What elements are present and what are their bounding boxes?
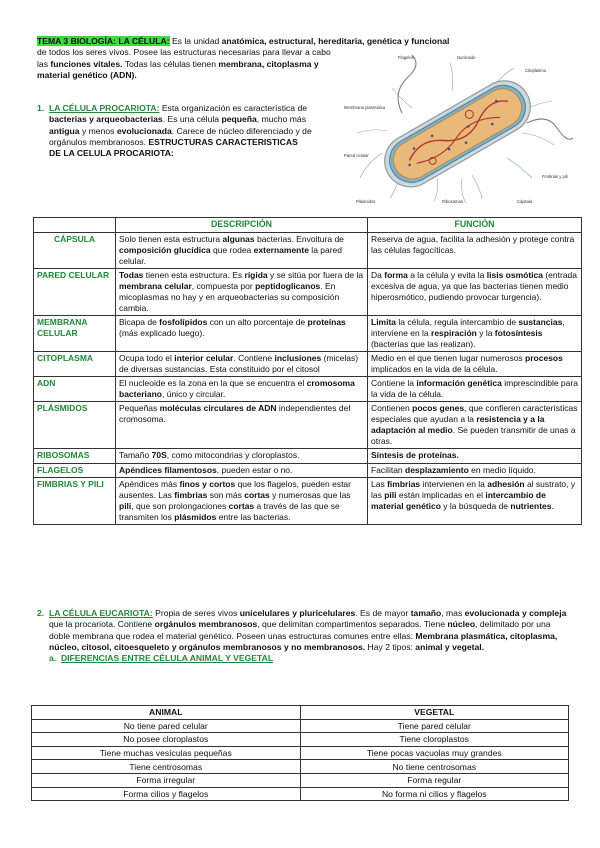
section-eucariota: 2. LA CÉLULA EUCARIOTA: Propia de seres vivos unicelulares y pluricelulares. Es de mayor tamaño, mas evolucionada y compleja que la procariota. Contiene orgánulos membranosos, que delimitan compartimentos separados. Tiene núcleo, delimitado por una doble membrana que rodea el material genético. Poseen unas estructuras comunes entre ellas: Membrana plasmática, citoplasma, núcleo, citosol, citoesqueleto y orgánulos membranosos y no membranosos. Hay 2 tipos: animal y vegetal. a. DIFERENCIAS ENTRE CÉLULA ANIMAL Y VEGETAL	[37, 608, 569, 665]
section-procariota: 1. LA CÉLULA PROCARIOTA: Esta organización es característica de bacterias y arqueobacterias. Es una célula pequeña, mucho más antigua y menos evolucionada. Carece de núcleo diferenciado y de orgánulos membranosos. ESTRUCTURAS CARACTERISTICAS DE LA CELULA PROCARIOTA:	[37, 103, 312, 159]
table-row	[32, 773, 569, 787]
section-heading: LA CÉLULA EUCARIOTA:	[49, 608, 153, 618]
table-header-row	[34, 218, 582, 233]
table-row	[32, 733, 569, 747]
prokaryotic-cell-illustration	[342, 53, 574, 205]
table-row	[32, 746, 569, 760]
table-row	[32, 760, 569, 774]
animal-cell: Forma cilios y flagelos	[32, 787, 301, 801]
table-row	[32, 719, 569, 733]
intro-paragraph: TEMA 3 BIOLOGÍA: LA CÉLULA: Es la unidad anatómica, estructural, hereditaria, genética y funcional de todos los seres vivos. Posee las estructuras necesarias para llevar a cabo las funciones vitales. Todas las células tienen membrana, citoplasma y material genético (ADN).	[37, 36, 450, 81]
vegetal-cell: Tiene cloroplastos	[300, 733, 569, 747]
table-row-pared: PARED CELULAR Todas tienen esta estructura. Es rígida y se sitúa por fuera de la membrana celular, compuesta por peptidoglicanos. En micoplasmas no hay y en arqueobacterias su composición cambia. Da forma a la célula y evita la lisis osmótica (entrada excesiva de agua, ya que las bacterias tienen medio hiperosmótico, pudiendo provocar turgencia).	[34, 268, 582, 315]
vegetal-cell: Tiene pocas vacuolas muy grandes	[300, 746, 569, 760]
label-capsula: Cápsula	[517, 199, 533, 204]
animal-cell: No posee cloroplastos	[32, 733, 301, 747]
section-number: 2.	[37, 608, 45, 618]
label-plasmidos: Plásmidos	[356, 199, 376, 204]
table-row-ribosomas: RIBOSOMAS Tamaño 70S, como mitocondrias y cloroplastos. Síntesis de proteínas.	[34, 449, 582, 463]
table-row-flagelos: FLAGELOS Apéndices filamentosos, pueden estar o no. Facilitan desplazamiento en medio líquido.	[34, 463, 582, 477]
table-row-citoplasma: CITOPLASMA Ocupa todo el interior celular. Contiene inclusiones (micelas) de diversas sustancias. Esta constituido por el citosol Medio en el que tienen lugar numerosos procesos implicados en la vida de la célula.	[34, 352, 582, 377]
cell-body	[375, 71, 540, 196]
table-row-plasmidos: PLÁSMIDOS Pequeñas moléculas circulares de ADN independientes del cromosoma. Contienen pocos genes, que confieren características especiales que ayudan a la resistencia y a la adaptación al medio. Se pueden transmitir de unas a otras.	[34, 402, 582, 449]
animal-cell: Forma irregular	[32, 773, 301, 787]
vegetal-cell: No forma ni cilios y flagelos	[300, 787, 569, 801]
label-flagelos: Flagelos	[398, 55, 414, 60]
animal-cell: Tiene muchas vesículas pequeñas	[32, 746, 301, 760]
table-row-capsula: CÁPSULA Solo tienen esta estructura algunas bacterias. Envoltura de composición glucídica que rodea externamente la pared celular. Reserva de agua, facilita la adhesión y protege contra las células fagocíticas.	[34, 232, 582, 268]
procariota-structures-table	[33, 217, 582, 525]
animal-cell: Tiene centrosomas	[32, 760, 301, 774]
section-number: 1.	[37, 103, 45, 113]
label-citoplasma: Citoplasma	[525, 68, 546, 73]
animal-cell: No tiene pared celular	[32, 719, 301, 733]
vegetal-cell: No tiene centrosomas	[300, 760, 569, 774]
table-row-membrana: MEMBRANA CELULAR Bicapa de fosfolípidos con un alto porcentaje de proteínas (más explicado luego). Limita la célula, regula intercambio de sustancias, interviene en la respiración y la fotosíntesis (bacterias que las realizan).	[34, 315, 582, 351]
table-row	[32, 787, 569, 801]
header-descripcion: DESCRIPCIÓN	[116, 218, 368, 233]
subsection-heading: a. DIFERENCIAS ENTRE CÉLULA ANIMAL Y VEGETAL	[49, 653, 274, 664]
table-row-adn: ADN El nucleoide es la zona en la que se encuentra el cromosoma bacteriano, único y circular. Contiene la información genética imprescindible para la vida de la célula.	[34, 377, 582, 402]
label-nucleoide: Nucleoide	[457, 55, 476, 60]
header-animal: ANIMAL	[32, 706, 301, 720]
label-pared: Pared celular	[344, 153, 369, 158]
header-vegetal: VEGETAL	[300, 706, 569, 720]
vegetal-cell: Forma regular	[300, 773, 569, 787]
label-fimbrias: Fimbrias y pili	[542, 174, 568, 179]
section-heading: LA CÉLULA PROCARIOTA:	[49, 103, 160, 113]
header-funcion: FUNCIÓN	[368, 218, 582, 233]
vegetal-cell: Tiene pared celular	[300, 719, 569, 733]
topic-title: TEMA 3 BIOLOGÍA: LA CÉLULA:	[37, 36, 170, 46]
label-ribosomas: Ribosomas	[442, 199, 463, 204]
animal-vegetal-table	[31, 705, 569, 801]
label-membrana: Membrana plasmática	[344, 105, 386, 110]
table-row-fimbrias: FIMBRIAS Y PILI Apéndices más finos y cortos que los flagelos, pueden estar ausentes. Las fimbrias son más cortas y numerosas que las pili, que son prolongaciones cortas a través de las que se transmiten los plásmidos entre las bacterias. Las fimbrias intervienen en la adhesión al sustrato, y las pili están implicadas en el intercambio de material genético y la búsqueda de nutrientes.	[34, 477, 582, 524]
table-header-row	[32, 706, 569, 720]
